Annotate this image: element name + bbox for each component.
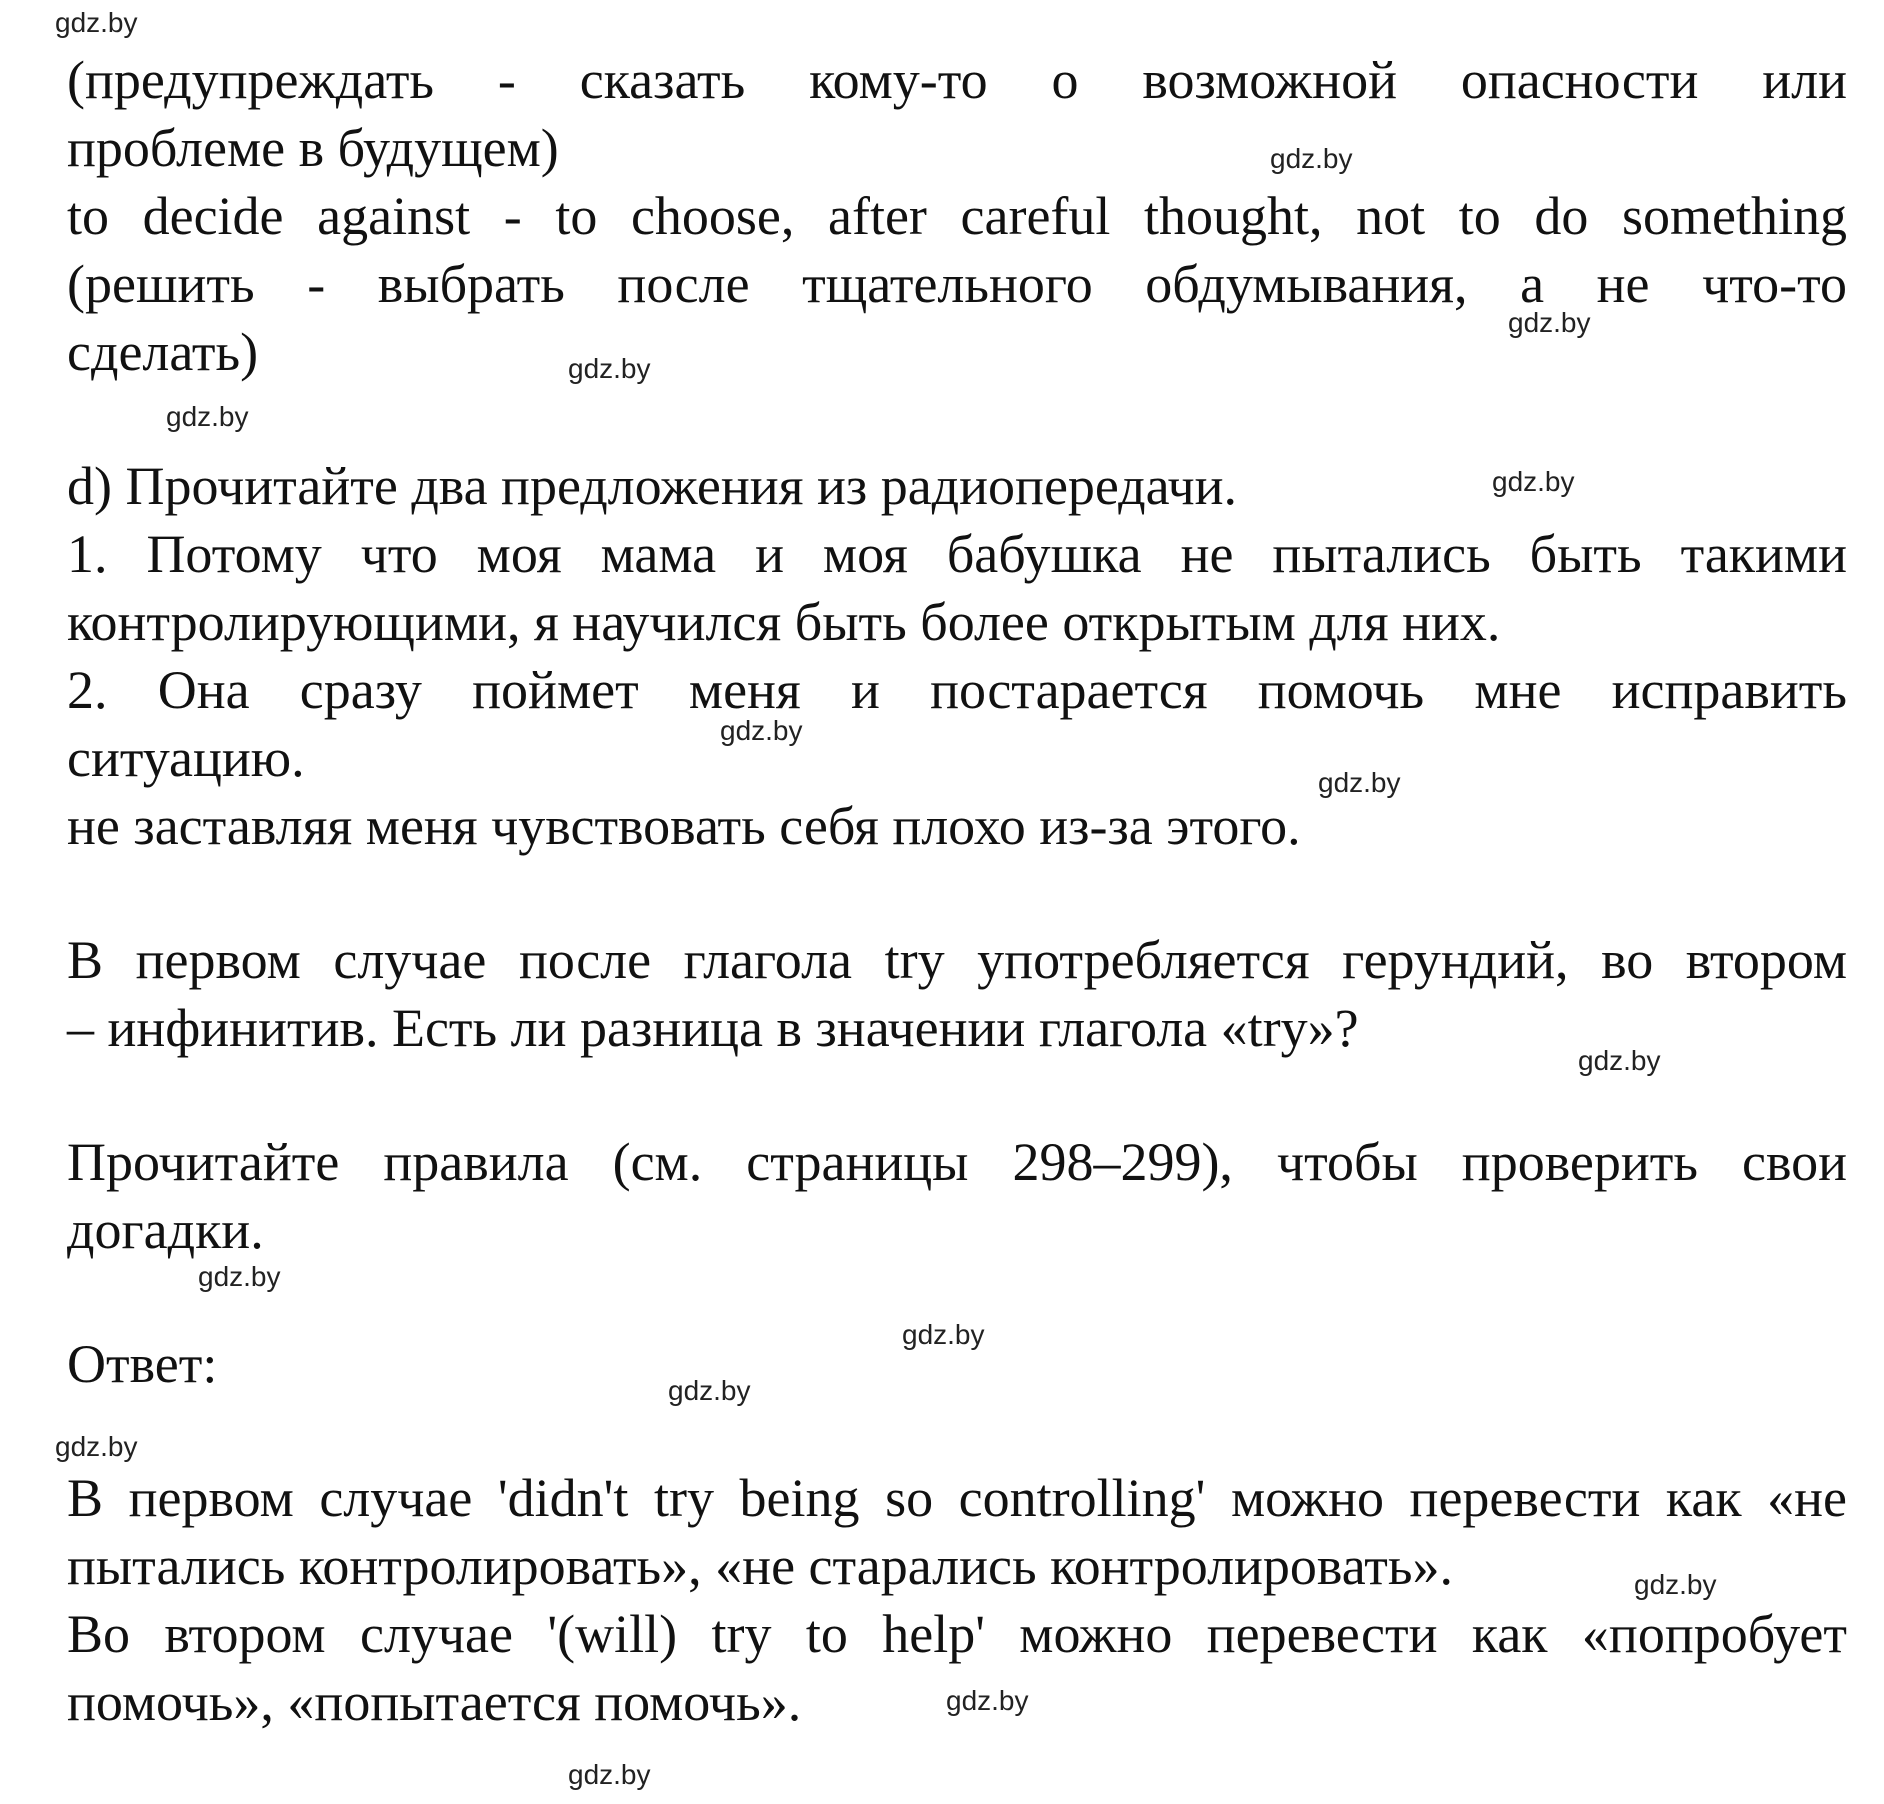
watermark: gdz.by <box>55 7 138 38</box>
watermark: gdz.by <box>720 715 803 746</box>
text-line: (решить - выбрать после тщательного обдумывания, а не что-то <box>67 254 1847 314</box>
watermark: gdz.by <box>668 1375 751 1406</box>
text-line: В первом случае 'didn't try being so controlling' можно перевести как «не <box>67 1468 1847 1528</box>
watermark: gdz.by <box>946 1685 1029 1716</box>
watermark: gdz.by <box>1318 767 1401 798</box>
text-line: ситуацию. <box>67 728 305 788</box>
text-line: не заставляя меня чувствовать себя плохо из-за этого. <box>67 796 1301 856</box>
watermark: gdz.by <box>568 353 651 384</box>
watermark: gdz.by <box>166 401 249 432</box>
watermark: gdz.by <box>568 1759 651 1790</box>
text-line: пытались контролировать», «не старались контролировать». <box>67 1536 1453 1596</box>
watermark: gdz.by <box>1492 466 1575 497</box>
text-line: Во втором случае '(will) try to help' можно перевести как «попробует <box>67 1604 1847 1664</box>
text-line: 2. Она сразу поймет меня и постарается помочь мне исправить <box>67 660 1847 720</box>
text-line: контролирующими, я научился быть более открытым для них. <box>67 592 1501 652</box>
text-line: проблеме в будущем) <box>67 118 559 178</box>
text-line: Прочитайте правила (см. страницы 298–299), чтобы проверить свои <box>67 1132 1847 1192</box>
watermark: gdz.by <box>902 1319 985 1350</box>
text-line: помочь», «попытается помочь». <box>67 1672 802 1732</box>
text-line: В первом случае после глагола try употребляется герундий, во втором <box>67 930 1847 990</box>
text-line: догадки. <box>67 1200 264 1260</box>
watermark: gdz.by <box>1578 1045 1661 1076</box>
text-line: to decide against - to choose, after careful thought, not to do something <box>67 186 1847 246</box>
text-line: d) Прочитайте два предложения из радиопередачи. <box>67 456 1238 516</box>
watermark: gdz.by <box>1634 1569 1717 1600</box>
text-line: (предупреждать - сказать кому-то о возможной опасности или <box>67 50 1847 110</box>
text-line: 1. Потому что моя мама и моя бабушка не пытались быть такими <box>67 524 1847 584</box>
answer-heading: Ответ: <box>67 1334 218 1394</box>
watermark: gdz.by <box>1270 143 1353 174</box>
watermark: gdz.by <box>198 1261 281 1292</box>
watermark: gdz.by <box>1508 307 1591 338</box>
watermark: gdz.by <box>55 1431 138 1462</box>
text-line: сделать) <box>67 322 259 382</box>
text-line: – инфинитив. Есть ли разница в значении глагола «try»? <box>67 998 1359 1058</box>
